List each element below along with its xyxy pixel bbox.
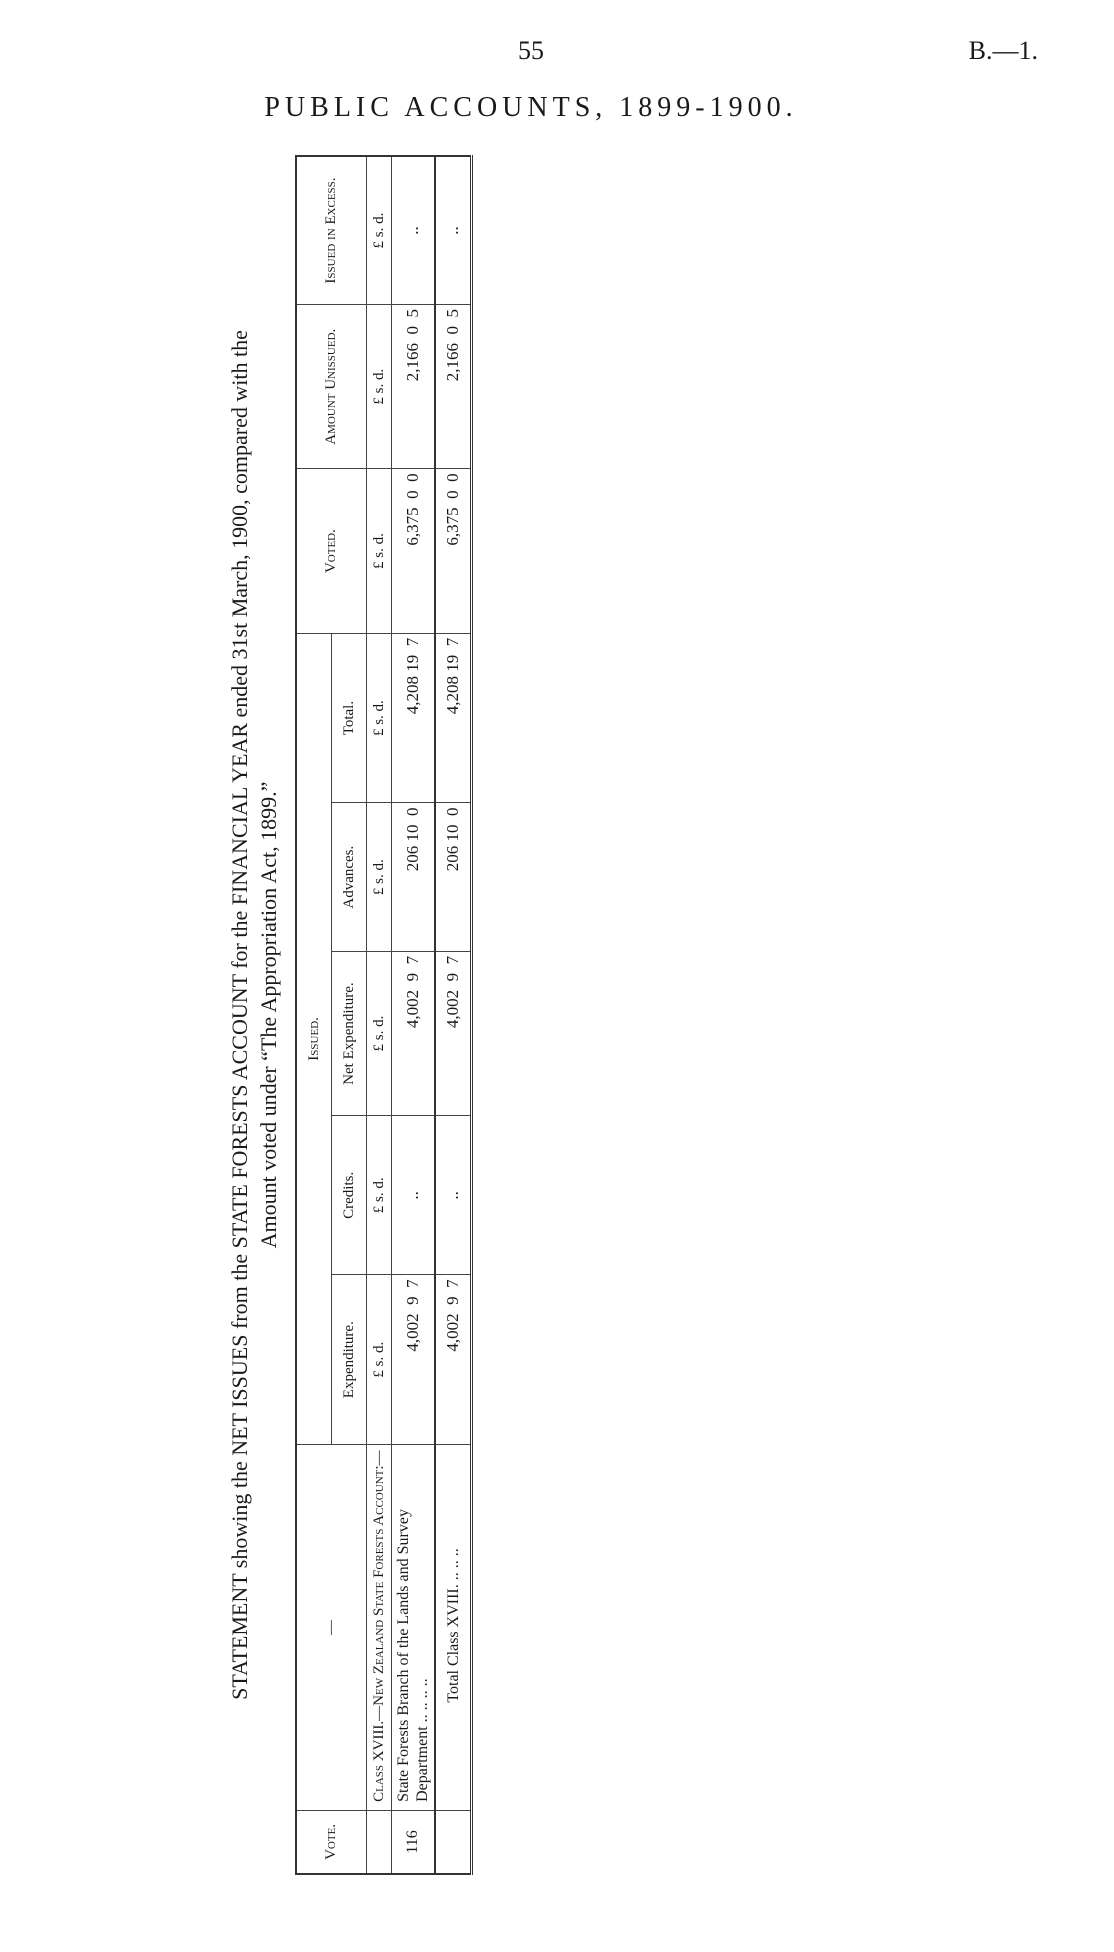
total-advances: 206 10 0	[435, 803, 472, 951]
header-blank: —	[296, 1445, 367, 1811]
unit-total: £ s. d.	[367, 633, 392, 803]
row-description: State Forests Branch of the Lands and Survey Department .. .. .. ..	[392, 1445, 436, 1811]
row-net-expenditure: 4,002 9 7	[392, 951, 436, 1115]
page-title: PUBLIC ACCOUNTS, 1899-1900.	[264, 92, 798, 123]
row-vote: 116	[392, 1810, 436, 1874]
header-expenditure: Expenditure.	[332, 1275, 367, 1445]
row-expenditure: 4,002 9 7	[392, 1275, 436, 1445]
header-voted: Voted.	[296, 469, 367, 633]
total-issued-in-excess: ..	[435, 156, 472, 305]
unit-expenditure: £ s. d.	[367, 1275, 392, 1445]
unit-credits: £ s. d.	[367, 1116, 392, 1275]
document-reference: B.—1.	[968, 36, 1038, 65]
unit-row	[367, 156, 392, 1874]
row-amount-unissued: 2,166 0 5	[392, 305, 436, 469]
unit-amount-unissued: £ s. d.	[367, 305, 392, 469]
header-net-expenditure: Net Expenditure.	[332, 951, 367, 1115]
unit-issued-in-excess: £ s. d.	[367, 156, 392, 305]
row-issued-in-excess: ..	[392, 156, 436, 305]
statement-caption	[225, 155, 295, 1875]
row-total: 4,208 19 7	[392, 633, 436, 803]
unit-advances: £ s. d.	[367, 803, 392, 951]
statement-table	[295, 155, 473, 1875]
header-row-1	[296, 156, 332, 1874]
total-row	[435, 156, 472, 1874]
total-credits: ..	[435, 1116, 472, 1275]
unit-net-expenditure: £ s. d.	[367, 951, 392, 1115]
header-amount-unissued: Amount Unissued.	[296, 305, 367, 469]
total-label: Total Class XVIII. .. .. ..	[435, 1445, 472, 1811]
header-credits: Credits.	[332, 1116, 367, 1275]
page-number: 55	[518, 36, 544, 65]
total-net-expenditure: 4,002 9 7	[435, 951, 472, 1115]
header-issued-in-excess: Issued in Excess.	[296, 156, 367, 305]
caption-line-2: Amount voted under “The Appropriation Act, 1899.”	[256, 781, 281, 1249]
total-voted: 6,375 0 0	[435, 469, 472, 633]
header-vote: Vote.	[296, 1810, 367, 1874]
table-row	[392, 156, 436, 1874]
row-advances: 206 10 0	[392, 803, 436, 951]
total-expenditure: 4,002 9 7	[435, 1275, 472, 1445]
unit-blank-vote	[367, 1810, 392, 1874]
total-total: 4,208 19 7	[435, 633, 472, 803]
total-amount-unissued: 2,166 0 5	[435, 305, 472, 469]
class-heading: Class XVIII.—New Zealand State Forests Account:—	[367, 1445, 392, 1811]
header-advances: Advances.	[332, 803, 367, 951]
caption-line-1: STATEMENT showing the NET ISSUES from the STATE FORESTS ACCOUNT for the FINANCIAL YEAR ended 31st March, 1900, compared with the	[227, 330, 252, 1700]
header-total: Total.	[332, 633, 367, 803]
row-voted: 6,375 0 0	[392, 469, 436, 633]
unit-voted: £ s. d.	[367, 469, 392, 633]
total-vote-blank	[435, 1810, 472, 1874]
header-issued: Issued.	[296, 633, 332, 1444]
row-credits: ..	[392, 1116, 436, 1275]
